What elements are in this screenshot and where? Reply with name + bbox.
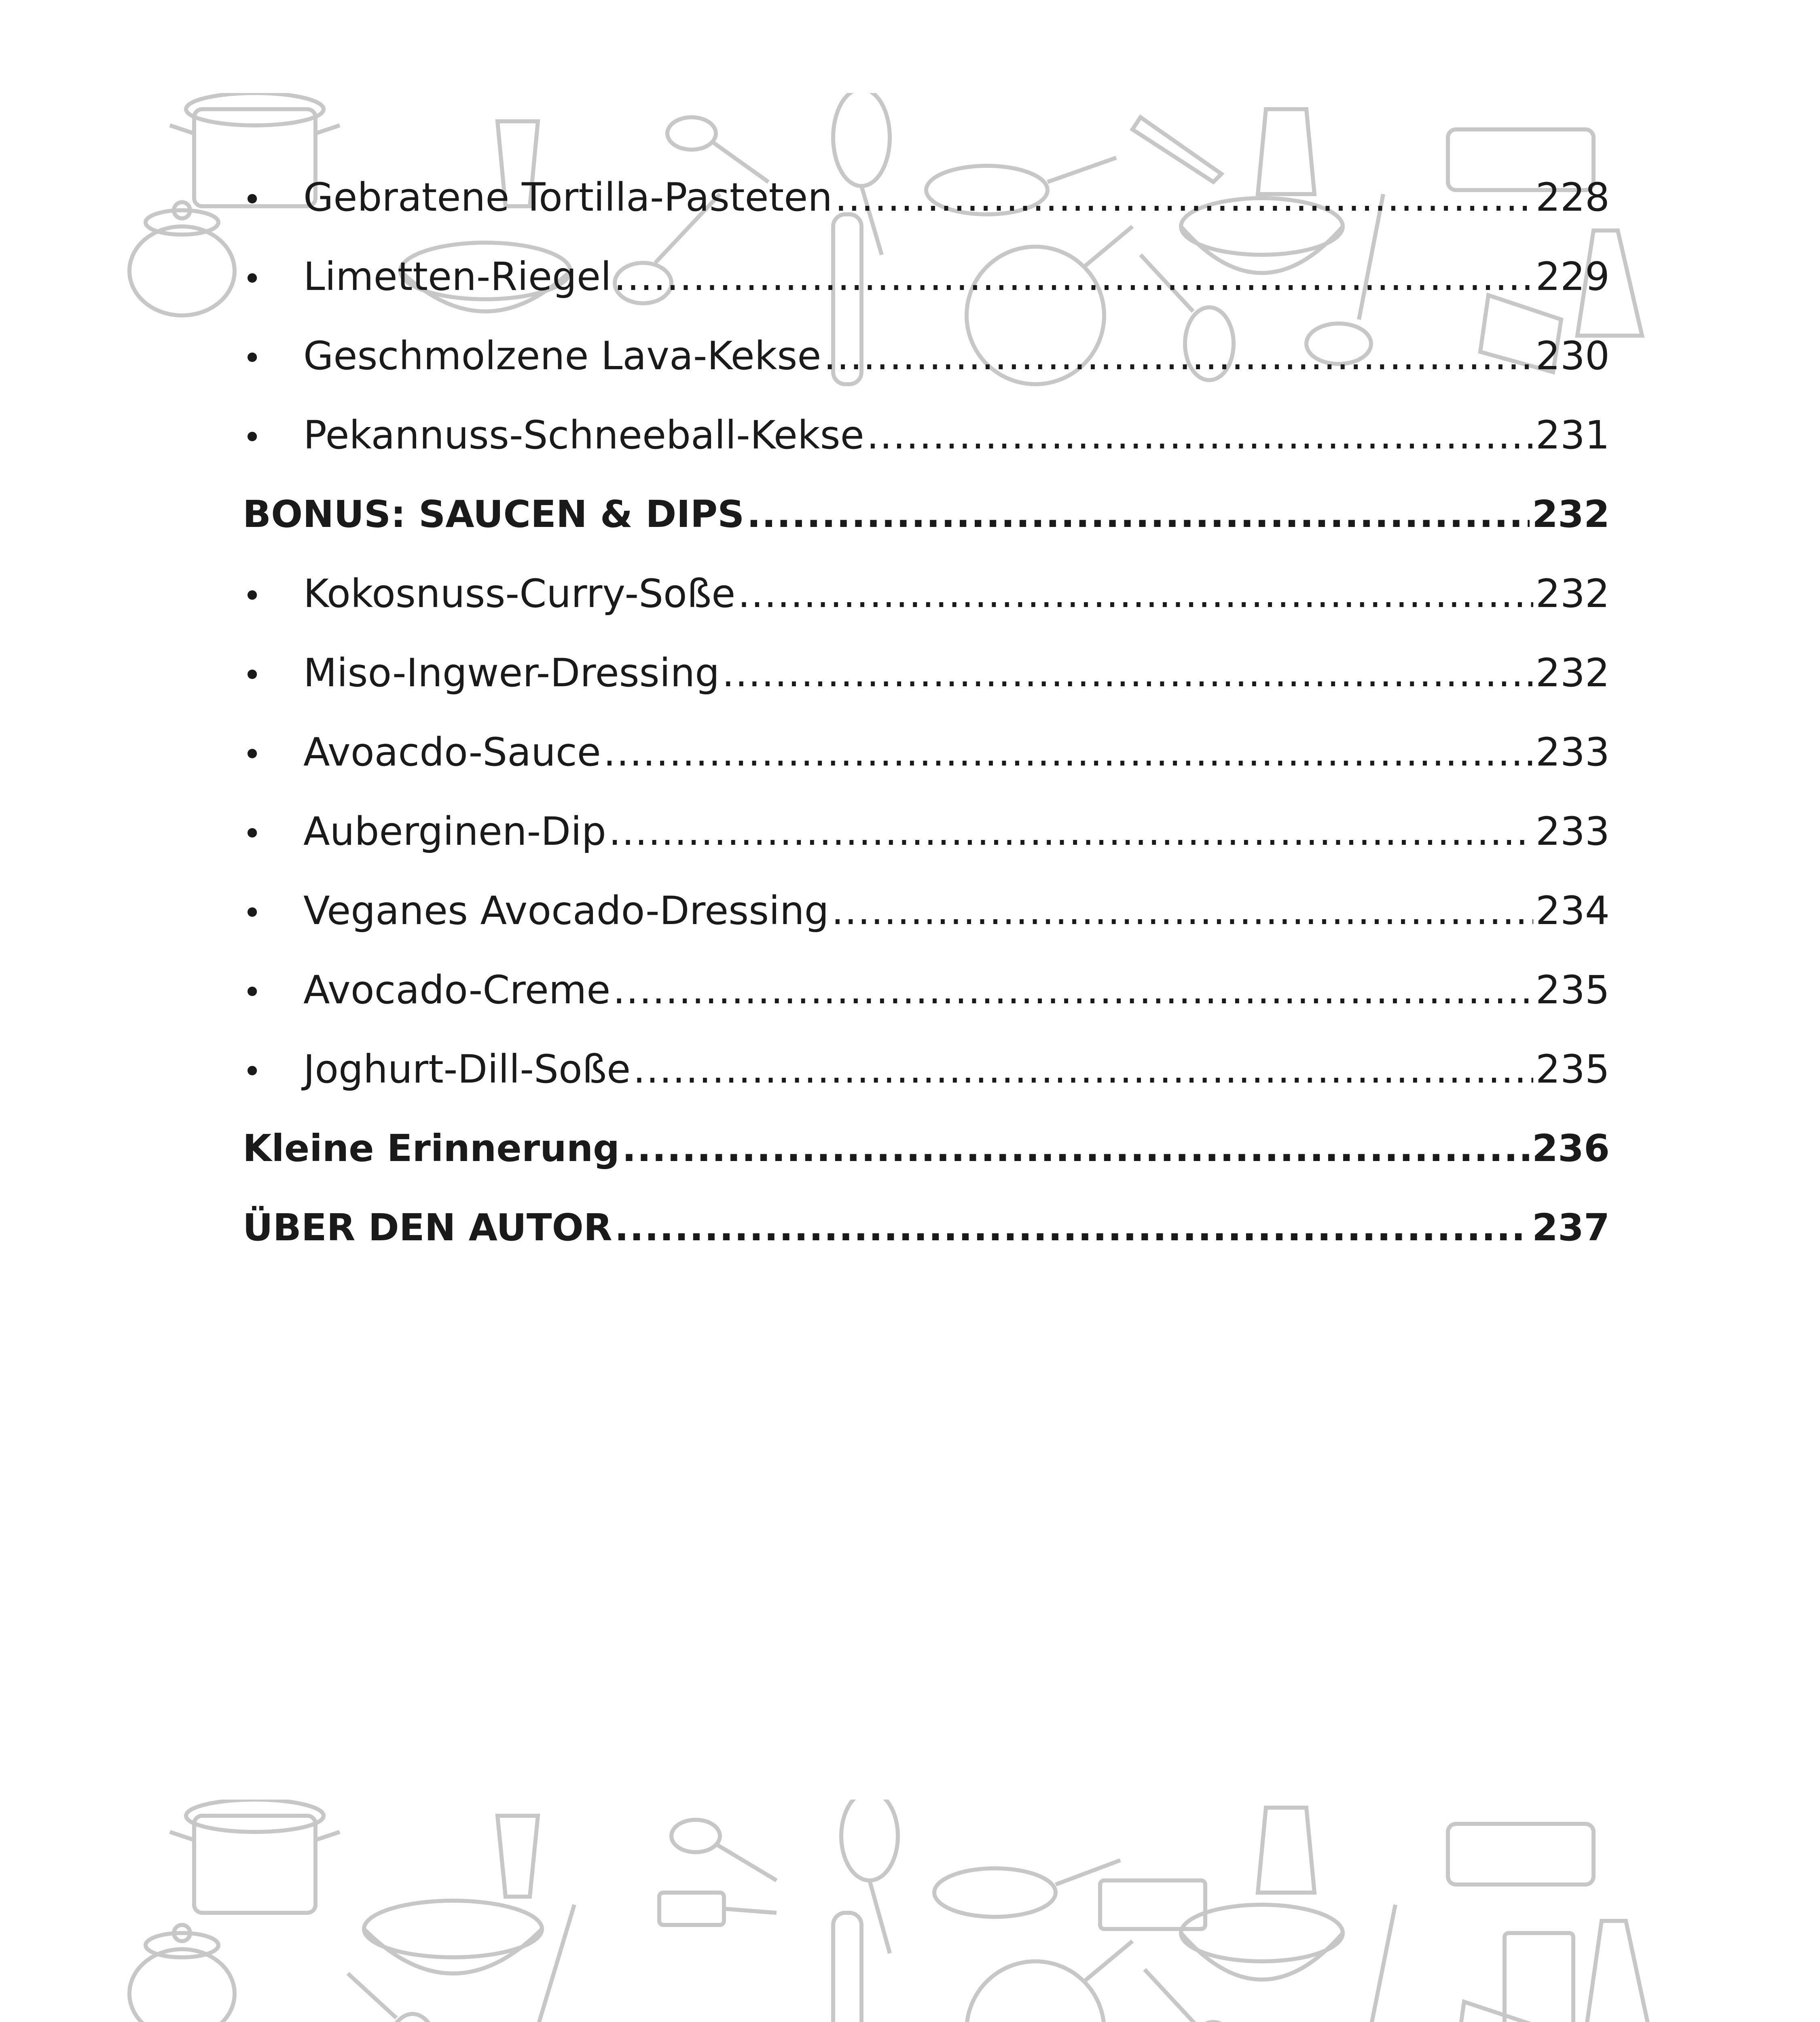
toc-entry[interactable] [243,713,1610,792]
cooking-pot-icon [170,1800,340,1913]
frying-pan-icon [934,1860,1120,1917]
dot-leader [613,950,1533,1030]
toc-entry-page: 232 [1535,571,1610,616]
dot-leader [747,475,1530,554]
toc-entry[interactable] [243,871,1610,950]
dot-leader [835,158,1533,237]
dot-leader [622,1109,1530,1188]
measuring-cup-icon [497,1816,538,1897]
toc-entry[interactable] [243,792,1610,871]
toc-section-heading[interactable] [243,1109,1610,1188]
dot-leader [609,792,1533,871]
toc-entry-page: 233 [1535,730,1610,775]
toc-entry-label: Gebratene Tortilla-Pasteten [303,175,833,220]
pitcher-icon [1258,1808,1314,1893]
toc-heading-page: 237 [1532,1206,1610,1249]
ladle-icon [1318,1905,1395,2022]
dot-leader [738,554,1533,633]
whisk-icon [841,1800,898,1953]
calculator-icon [1505,1933,1573,2022]
rolling-pin-icon [833,1913,861,2022]
toc-entry[interactable] [243,316,1610,396]
toc-heading-page: 236 [1532,1127,1610,1170]
bullet-icon: • [243,656,262,694]
dot-leader [823,316,1533,396]
colander-icon [967,1941,1132,2022]
toc-entry-page: 228 [1535,175,1610,220]
toc-heading-label: Kleine Erinnerung [243,1127,620,1170]
toc-entry-label: Miso-Ingwer-Dressing [303,650,720,696]
toc-entry-page: 232 [1535,650,1610,696]
toc-entry-page: 230 [1535,333,1610,379]
bullet-icon: • [243,339,262,377]
toc-entry-label: Joghurt-Dill-Soße [303,1047,631,1092]
toc-entry[interactable] [243,396,1610,475]
toc-entry-page: 231 [1535,412,1610,458]
toc-entry-label: Pekannuss-Schneeball-Kekse [303,412,864,458]
toc-entry-label: Geschmolzene Lava-Kekse [303,333,821,379]
dot-leader [633,1030,1533,1109]
toc-entry-page: 233 [1535,809,1610,854]
toc-section-heading[interactable] [243,1188,1610,1267]
lidded-jar-icon [129,202,235,315]
bowl-icon [364,1901,542,1973]
bullet-icon: • [243,815,262,852]
toc-entry-label: Limetten-Riegel [303,254,612,299]
toc-entry-page: 235 [1535,1047,1610,1092]
toc-entry[interactable] [243,158,1610,237]
dot-leader [615,1188,1530,1267]
spoon-icon [671,1820,777,1880]
toc-entry[interactable] [243,950,1610,1030]
dot-leader [722,633,1533,713]
towel-icon [1456,2002,1537,2022]
knife-icon [659,1893,777,1925]
toc-section-heading[interactable] [243,475,1610,554]
table-of-contents [243,158,1610,1267]
toc-heading-label: BONUS: SAUCEN & DIPS [243,493,745,536]
bullet-icon: • [243,260,262,298]
dot-leader [603,713,1533,792]
bullet-icon: • [243,1053,262,1090]
toc-entry-label: Avoacdo-Sauce [303,730,601,775]
kitchen-illustration-bottom-svg [121,1800,1678,2022]
bullet-icon: • [243,894,262,932]
toc-entry-label: Auberginen-Dip [303,809,606,854]
slotted-spoon-icon [348,1973,437,2022]
toc-entry[interactable] [243,237,1610,316]
cake-ring-icon [1448,1824,1594,1885]
bullet-icon: • [243,973,262,1011]
toc-entry-page: 229 [1535,254,1610,299]
lidded-jar-icon [129,1925,235,2022]
toc-entry-page: 235 [1535,967,1610,1013]
toc-entry[interactable] [243,1030,1610,1109]
toc-entry-page: 234 [1535,888,1610,933]
toc-entry-label: Veganes Avocado-Dressing [303,888,829,933]
kitchen-illustration-bottom [121,1800,1678,2022]
toc-entry[interactable] [243,554,1610,633]
bullet-icon: • [243,419,262,456]
toc-heading-page: 232 [1532,493,1610,536]
slotted-spoon-icon [1145,1969,1238,2022]
bullet-icon: • [243,736,262,773]
dot-leader [614,237,1533,316]
bullet-icon: • [243,577,262,615]
dot-leader [867,396,1533,475]
toc-heading-label: ÜBER DEN AUTOR [243,1206,612,1249]
toc-entry[interactable] [243,633,1610,713]
toc-entry-label: Kokosnuss-Curry-Soße [303,571,736,616]
grater-icon [1585,1921,1650,2022]
bullet-icon: • [243,181,262,218]
toc-entry-label: Avocado-Creme [303,967,611,1013]
dot-leader [832,871,1533,950]
